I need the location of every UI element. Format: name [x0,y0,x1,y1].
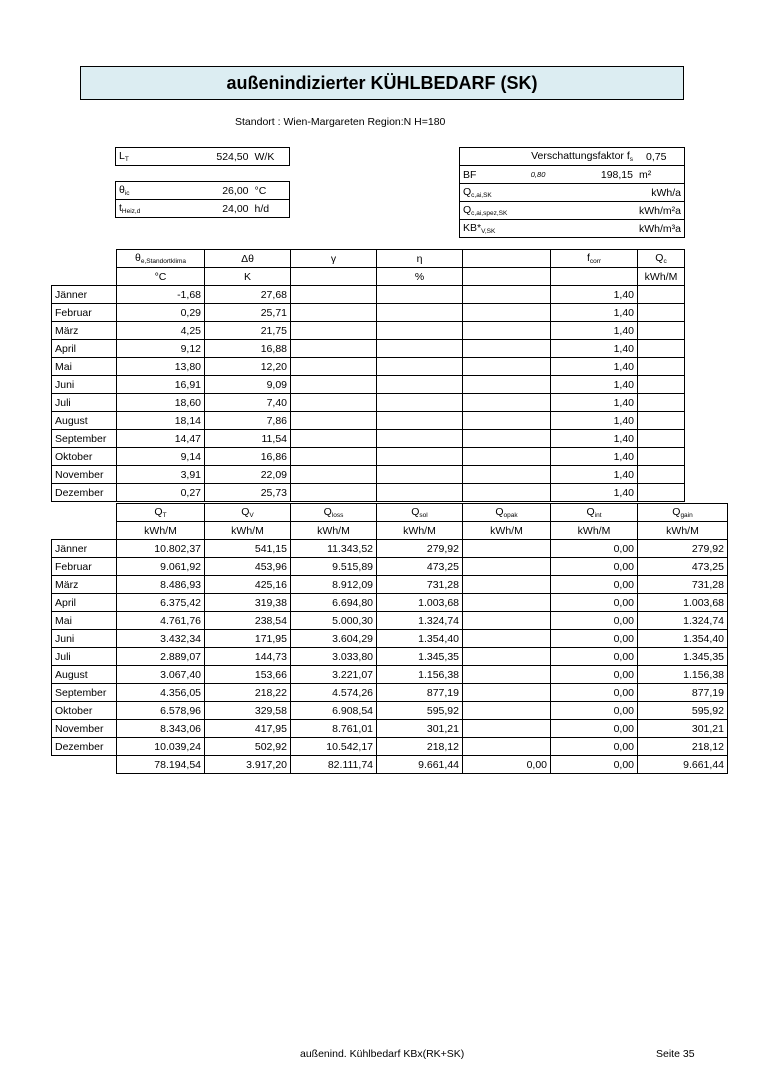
gamma-cell [291,322,377,340]
bf-value: 198,15 [586,166,636,184]
theta-cell: 0,27 [117,484,205,502]
value-cell: 319,38 [205,594,291,612]
value-cell: 595,92 [638,702,728,720]
month-label: Dezember [52,484,117,502]
value-cell: 0,00 [551,720,638,738]
month-label: Juni [52,630,117,648]
total-cell: 3.917,20 [205,756,291,774]
table-row [52,612,728,630]
total-cell: 0,00 [463,756,551,774]
value-cell: 1.003,68 [377,594,463,612]
value-cell: 2.889,07 [117,648,205,666]
eta-cell [377,322,463,340]
month-label: Oktober [52,702,117,720]
value-cell: 279,92 [377,540,463,558]
value-cell: 0,00 [551,540,638,558]
month-label: April [52,594,117,612]
gamma-cell [291,376,377,394]
value-cell [463,612,551,630]
total-cell: 9.661,44 [638,756,728,774]
gamma-cell [291,340,377,358]
q-cai-spez-unit: kWh/m²a [636,202,685,220]
month-label: Dezember [52,738,117,756]
column-unit: kWh/M [117,522,205,540]
header-delta-theta: Δθ [205,250,291,268]
table-row [52,594,728,612]
energy-table [51,503,728,774]
gamma-cell [291,466,377,484]
qc-cell [638,484,685,502]
delta-theta-cell: 16,88 [205,340,291,358]
qc-cell [638,358,685,376]
value-cell: 6.908,54 [291,702,377,720]
eta-cell [377,430,463,448]
delta-theta-cell: 25,71 [205,304,291,322]
month-label: März [52,576,117,594]
fcorr-cell: 1,40 [551,322,638,340]
header-empty [463,250,551,268]
empty-cell [463,394,551,412]
value-cell [463,594,551,612]
value-cell: 3.221,07 [291,666,377,684]
qc-cell [638,286,685,304]
theta-cell: 16,91 [117,376,205,394]
empty-cell [463,448,551,466]
month-label: November [52,720,117,738]
value-cell: 153,66 [205,666,291,684]
empty-cell [463,304,551,322]
value-cell [463,558,551,576]
value-cell: 4.356,05 [117,684,205,702]
value-cell: 0,00 [551,666,638,684]
month-label: Mai [52,612,117,630]
column-header: $Q_{sol}$ [377,504,463,522]
value-cell: 279,92 [638,540,728,558]
value-cell: 1.156,38 [377,666,463,684]
empty-cell [463,286,551,304]
t-unit: h/d [252,200,290,218]
column-unit: kWh/M [377,522,463,540]
fcorr-cell: 1,40 [551,430,638,448]
gamma-cell [291,394,377,412]
theta-cell: -1,68 [117,286,205,304]
value-cell [463,666,551,684]
month-label: September [52,430,117,448]
fcorr-cell: 1,40 [551,484,638,502]
value-cell: 3.033,80 [291,648,377,666]
q-cai-sk-label: $Q_{c,ai,SK}$ [460,184,637,202]
qc-cell [638,304,685,322]
value-cell: 0,00 [551,702,638,720]
column-header: $Q_{opak}$ [463,504,551,522]
value-cell: 329,58 [205,702,291,720]
value-cell: 1.156,38 [638,666,728,684]
month-label: August [52,666,117,684]
table-row [52,738,728,756]
table-row [52,322,685,340]
value-cell: 473,25 [638,558,728,576]
theta-unit: °C [252,182,290,200]
table-row [52,648,728,666]
value-cell: 0,00 [551,738,638,756]
empty-cell [463,340,551,358]
table-row [52,558,728,576]
value-cell: 238,54 [205,612,291,630]
qc-cell [638,466,685,484]
month-label: April [52,340,117,358]
column-unit: kWh/M [205,522,291,540]
value-cell: 301,21 [638,720,728,738]
q-cai-spez-label: $Q_{c,ai,spez,SK}$ [460,202,637,220]
right-params [459,147,685,238]
value-cell [463,738,551,756]
value-cell: 301,21 [377,720,463,738]
header-gamma: γ [291,250,377,268]
fcorr-cell: 1,40 [551,412,638,430]
unit-theta: °C [117,268,205,286]
value-cell: 0,00 [551,558,638,576]
month-label: Oktober [52,448,117,466]
column-header: $Q_{loss}$ [291,504,377,522]
table-row [52,666,728,684]
qc-cell [638,448,685,466]
theta-cell: 3,91 [117,466,205,484]
value-cell: 0,00 [551,684,638,702]
value-cell: 1.003,68 [638,594,728,612]
table-row [52,702,728,720]
value-cell: 877,19 [638,684,728,702]
footer-document-title: außenind. Kühlbedarf KBx(RK+SK) [300,1048,465,1060]
value-cell: 0,00 [551,648,638,666]
header-theta: $\theta_{e,Standortklima}$ [117,250,205,268]
value-cell: 144,73 [205,648,291,666]
qc-cell [638,412,685,430]
month-label: März [52,322,117,340]
total-cell: 0,00 [551,756,638,774]
value-cell: 473,25 [377,558,463,576]
unit-fcorr [551,268,638,286]
value-cell: 1.345,35 [377,648,463,666]
table-row [52,412,685,430]
value-cell: 8.486,93 [117,576,205,594]
month-label: Februar [52,304,117,322]
value-cell [463,630,551,648]
qc-cell [638,376,685,394]
shading-factor-value: 0,75 [636,148,685,166]
fcorr-cell: 1,40 [551,394,638,412]
value-cell: 1.324,74 [377,612,463,630]
theta-cell: 0,29 [117,304,205,322]
table-row [52,484,685,502]
theta-label: $\theta_{ic}$ [116,182,202,200]
footer-page-number: Seite 35 [656,1048,695,1060]
theta-cell: 14,47 [117,430,205,448]
fcorr-cell: 1,40 [551,466,638,484]
table-row [52,304,685,322]
t-label: $t_{Heiz,d}$ [116,200,202,218]
theta-cell: 4,25 [117,322,205,340]
value-cell: 0,00 [551,630,638,648]
month-label: Jänner [52,286,117,304]
column-unit: kWh/M [638,522,728,540]
month-label: Juni [52,376,117,394]
empty-cell [463,358,551,376]
table-row [52,448,685,466]
value-cell: 877,19 [377,684,463,702]
bf-unit: m² [636,166,685,184]
delta-theta-cell: 7,86 [205,412,291,430]
table-row [52,630,728,648]
eta-cell [377,484,463,502]
month-label: November [52,466,117,484]
value-cell: 6.578,96 [117,702,205,720]
column-unit: kWh/M [463,522,551,540]
fcorr-cell: 1,40 [551,340,638,358]
column-unit: kWh/M [551,522,638,540]
value-cell: 3.604,29 [291,630,377,648]
empty-cell [463,430,551,448]
value-cell: 10.802,37 [117,540,205,558]
value-cell: 731,28 [377,576,463,594]
column-header: $Q_T$ [117,504,205,522]
unit-qc: kWh/M [638,268,685,286]
theta-cell: 9,14 [117,448,205,466]
eta-cell [377,466,463,484]
gamma-cell [291,412,377,430]
value-cell [463,576,551,594]
value-cell [463,684,551,702]
eta-cell [377,304,463,322]
value-cell: 9.515,89 [291,558,377,576]
delta-theta-cell: 22,09 [205,466,291,484]
month-label: Juli [52,394,117,412]
value-cell: 4.574,26 [291,684,377,702]
value-cell: 171,95 [205,630,291,648]
eta-cell [377,448,463,466]
value-cell: 425,16 [205,576,291,594]
total-cell: 82.111,74 [291,756,377,774]
unit-gamma [291,268,377,286]
value-cell: 8.912,09 [291,576,377,594]
value-cell: 0,00 [551,612,638,630]
gamma-cell [291,448,377,466]
table-row [52,376,685,394]
eta-cell [377,412,463,430]
table-row [52,286,685,304]
total-cell: 78.194,54 [117,756,205,774]
table-row [52,430,685,448]
page-title: außenindizierter KÜHLBEDARF (SK) [80,66,684,100]
table-row [52,340,685,358]
value-cell: 218,12 [377,738,463,756]
header-fcorr: $f_{corr}$ [551,250,638,268]
month-label: Mai [52,358,117,376]
value-cell: 1.345,35 [638,648,728,666]
value-cell: 6.375,42 [117,594,205,612]
gamma-cell [291,286,377,304]
value-cell: 1.354,40 [377,630,463,648]
lt-value: 524,50 [202,148,252,166]
eta-cell [377,358,463,376]
eta-cell [377,376,463,394]
theta-cell: 13,80 [117,358,205,376]
gamma-cell [291,358,377,376]
empty-cell [463,412,551,430]
fcorr-cell: 1,40 [551,448,638,466]
table-row [52,720,728,738]
theta-cell: 18,60 [117,394,205,412]
value-cell: 0,00 [551,576,638,594]
empty-cell [463,484,551,502]
table-row [52,466,685,484]
table-row [52,358,685,376]
month-label: August [52,412,117,430]
value-cell: 0,00 [551,594,638,612]
table-row [52,684,728,702]
gamma-cell [291,484,377,502]
theta-cell: 9,12 [117,340,205,358]
eta-cell [377,394,463,412]
column-header: $Q_{gain}$ [638,504,728,522]
q-cai-sk-unit: kWh/a [636,184,685,202]
value-cell: 453,96 [205,558,291,576]
bf-label: BF [460,166,528,184]
value-cell: 8.343,06 [117,720,205,738]
value-cell: 3.067,40 [117,666,205,684]
qc-cell [638,430,685,448]
value-cell: 10.542,17 [291,738,377,756]
delta-theta-cell: 21,75 [205,322,291,340]
table-row [52,576,728,594]
fcorr-cell: 1,40 [551,304,638,322]
value-cell: 595,92 [377,702,463,720]
value-cell: 10.039,24 [117,738,205,756]
value-cell [463,702,551,720]
t-value: 24,00 [202,200,252,218]
table-row [52,394,685,412]
value-cell: 9.061,92 [117,558,205,576]
column-header: $Q_V$ [205,504,291,522]
value-cell: 218,12 [638,738,728,756]
eta-cell [377,286,463,304]
theta-cell: 18,14 [117,412,205,430]
value-cell: 11.343,52 [291,540,377,558]
value-cell: 1.324,74 [638,612,728,630]
month-label: Februar [52,558,117,576]
unit-delta-theta: K [205,268,291,286]
delta-theta-cell: 16,86 [205,448,291,466]
empty-cell [463,376,551,394]
empty-cell [463,322,551,340]
climate-table [51,249,685,502]
value-cell: 8.761,01 [291,720,377,738]
fcorr-cell: 1,40 [551,286,638,304]
gamma-cell [291,304,377,322]
lt-unit: W/K [252,148,290,166]
location-line: Standort : Wien-Margareten Region:N H=180 [235,116,446,128]
column-header: $Q_{int}$ [551,504,638,522]
unit-eta: % [377,268,463,286]
value-cell [463,540,551,558]
header-qc: $Q_c$ [638,250,685,268]
qc-cell [638,322,685,340]
month-label: September [52,684,117,702]
column-unit: kWh/M [291,522,377,540]
theta-value: 26,00 [202,182,252,200]
delta-theta-cell: 11,54 [205,430,291,448]
value-cell: 541,15 [205,540,291,558]
value-cell: 218,22 [205,684,291,702]
lt-label: $L_T$ [116,148,202,166]
value-cell: 6.694,80 [291,594,377,612]
shading-factor-label: Verschattungsfaktor $f_s$ [460,148,637,166]
value-cell: 5.000,30 [291,612,377,630]
kb-unit: kWh/m³a [636,220,685,238]
value-cell: 731,28 [638,576,728,594]
value-cell: 502,92 [205,738,291,756]
month-label: Juli [52,648,117,666]
kb-label: $KB*_{V,SK}$ [460,220,637,238]
unit-empty [463,268,551,286]
qc-cell [638,394,685,412]
table-row [52,540,728,558]
value-cell: 3.432,34 [117,630,205,648]
value-cell [463,720,551,738]
fcorr-cell: 1,40 [551,358,638,376]
delta-theta-cell: 12,20 [205,358,291,376]
empty-cell [463,466,551,484]
month-label: Jänner [52,540,117,558]
value-cell: 1.354,40 [638,630,728,648]
eta-cell [377,340,463,358]
delta-theta-cell: 25,73 [205,484,291,502]
delta-theta-cell: 9,09 [205,376,291,394]
delta-theta-cell: 27,68 [205,286,291,304]
total-cell: 9.661,44 [377,756,463,774]
header-eta: η [377,250,463,268]
value-cell: 417,95 [205,720,291,738]
gamma-cell [291,430,377,448]
fcorr-cell: 1,40 [551,376,638,394]
bf-small: 0,80 [528,166,587,184]
left-params [115,147,290,218]
delta-theta-cell: 7,40 [205,394,291,412]
qc-cell [638,340,685,358]
value-cell: 4.761,76 [117,612,205,630]
value-cell [463,648,551,666]
